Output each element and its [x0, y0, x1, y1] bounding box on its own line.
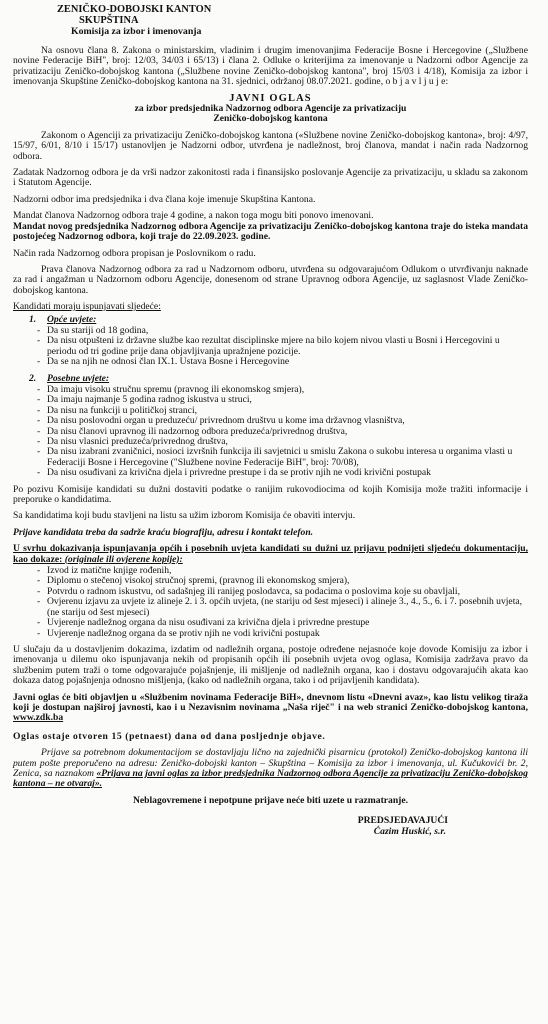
list-item: - Izvod iz matične knjige rođenih, — [37, 566, 528, 576]
special-conditions-title: Posebne uvjete: — [47, 372, 110, 384]
list-item: - Da se na njih ne odnosi član IX.1. Ustava Bosne i Hercegovine — [37, 357, 528, 367]
general-conditions-label — [29, 315, 528, 325]
send-text: Prijave sa potrebnom dokumentacijom se dostavljaju lično na zajednički pisarnicu (protokol) Zeničko-dobojskog kantona ili putem pošte preporučeno na adresu: Zeničko-dobojski kanton – Skupština – Komisija za izbor i imenovanja, ul. Kučukovići br. 2, Zenica, sa naznakom — [13, 747, 528, 779]
list-item: - Ovjerenu izjavu za uvjete iz alineje 2. i 3. općih uvjeta, (ne stariju od šest mjeseci) i alineje 3., 4., 5., 6. i 7. posebnih uvjeta, (ne stariju od šest mjeseci) — [37, 597, 528, 618]
send-mark: «Prijava na javni oglas za izbor predsjednika Nadzornog odbora Agencije za privatizaciju Zeničko-dobojskog kantona – ne otvaraj». — [13, 767, 528, 790]
mandate-bold-paragraph: Mandat novog predsjednika Nadzornog odbora Agencije za privatizaciju Zeničko-dobojskog kantona traje do isteka mandata postojećeg Nadzornog odbora, koji traje do 22.09.2023. godine. — [13, 220, 528, 243]
special-conditions-label — [29, 374, 528, 384]
list-item: - Da nisu osuđivani za krivična djela i privredne prestupe i da se protiv njih ne vodi krivični postupak — [37, 468, 528, 478]
list-item: - Da nisu vlasnici preduzeća/privrednog društva, — [37, 437, 528, 447]
ad-subtitle-line-1: za izbor predsjednika Nadzornog odbora Agencije za privatizaciju — [134, 103, 407, 115]
law-paragraph: Zakonom o Agenciji za privatizaciju Zeničko-dobojskog kantona («Službene novine Zeničko-dobojskog kantona», broj: 4/97, 15/97, 6/01, 8/10 i 15/17) ustanovljen je Nadzorni odbor, utvrđena je nadležnost, broj članova, mandat i način rada Nadzornog odbora. — [13, 129, 528, 162]
intro-paragraph: Na osnovu člana 8. Zakona o ministarskim, vladinim i drugim imenovanjima Federacije Bosne i Hercegovine („Službene novine Federacije BiH", broj: 12/03, 34/03 i 65/13) i člana 2. Odluke o kriterijima za imenovanje u Nadzorni odbor Agencije za privatizaciju Zeničko-dobojskog kantona („Službene novine Zeničko-dobojskog kantona", broj 15/03 i 4/18), Komisija za izbor i imenovanja Skupštine Zeničko-dobojskog kantona na 31. sjednici, održanoj 08.07.2021. godine, o b j a v l j u j e: — [13, 45, 528, 88]
list-item: - Uvjerenje nadležnog organa da nisu osuđivani za krivična djela i privredne prestupe — [37, 618, 528, 628]
publish-paragraph — [13, 693, 528, 724]
list-item: - Da su stariji od 18 godina, — [37, 326, 528, 336]
application-paragraph: Prijave kandidata treba da sadrže kraću biografiju, adresu i kontakt telefon. — [13, 526, 314, 538]
docs-note: (originale ili ovjerene kopije): — [64, 553, 183, 565]
publish-url-link[interactable]: www.zdk.ba — [13, 712, 64, 724]
rules-paragraph: Način rada Nadzornog odbora propisan je Poslovnikom o radu. — [13, 247, 256, 259]
ad-subtitle — [13, 104, 528, 125]
publish-text: Javni oglas će biti objavljen u «Službenim novinama Federacije BiH», dnevnom listu «Dnevni avaz», kao listu velikog tiraža koji je dostupan najširoj javnosti, kao i u Nezavisnim novinama „Naša riječ" i na web stranici Zeničko-dobojskog kantona, — [13, 691, 528, 713]
mandate-paragraph: Mandat članova Nadzornog odbora traje 4 godine, a nakon toga mogu biti ponovo imenovani. — [13, 210, 374, 222]
list-item: - Da nisu izabrani zvaničnici, nosioci izvršnih funkcija ili savjetnici u smislu Zakona o sukobu interesa u organima vlasti u Federaciji Bosne i Hercegovine ("Službene novine Federacije BiH", broj: 70/08), — [37, 447, 528, 468]
document-header — [57, 4, 528, 37]
ad-subtitle-line-2: Zeničko-dobojskog kantona — [213, 113, 328, 125]
list-item: - Da nisu poslovodni organ u preduzeću/ privrednom društvu u kome ima državnog vlasništva, — [37, 416, 528, 426]
general-conditions-list — [37, 326, 528, 368]
list-item: - Da imaju najmanje 5 godina radnog iskustva u struci, — [37, 395, 528, 405]
list-item: - Da nisu na funkciji u političkoj stranci, — [37, 406, 528, 416]
list-item: - Diplomu o stečenoj visokoj stručnoj spremi, (pravnog ili ekonomskog smjera), — [37, 576, 528, 586]
special-conditions-number: 2. — [29, 372, 37, 384]
signature-role: PREDSJEDAVAJUĆI — [357, 815, 448, 827]
list-item: - Da nisu otpušteni iz državne službe kao rezultat disciplinske mjere na bilo kojem nivou vlasti u Bosni i Hercegovini u periodu od tri godine prije dana objavljivanja upražnjene pozicije. — [37, 336, 528, 357]
clarification-paragraph: U slučaju da u dostavljenim dokazima, izdatim od nadležnih organa, postoje određene nejasnoće koje dovode Komisiju za izbor i imenovanja u dilemu oko ispunjavanja nekih od propisanih općih ili posebnih uvjeta ovog oglasa, Komisija zadržava pravo da službenim putem traži o tome odgovarajuće pojašnjenje, ili mišljenje od nadležnih organa, kao i dostavu odgovarajućih akata kao dokaza datog pojašnjenja odnosno mišljenja, (kako od nadležnih organa, tako i od prijavljenih kandidata). — [13, 643, 528, 687]
members-paragraph: Nadzorni odbor ima predsjednika i dva člana koje imenuje Skupština Kantona. — [13, 193, 316, 205]
header-commission: Komisija za izbor i imenovanja — [71, 26, 202, 37]
header-assembly: SKUPŠTINA — [79, 15, 139, 26]
list-item: - Uvjerenje nadležnog organa da se protiv njih ne vodi krivični postupak — [37, 629, 528, 639]
docs-heading-text: U svrhu dokazivanja ispunjavanja općih i posebnih uvjeta kandidati su dužni uz prijavu podnijeti sljedeću dokumentaciju, kao dokaze: — [13, 543, 528, 565]
request-paragraph: Po pozivu Komisije kandidati su dužni dostaviti podatke o ranijim rukovodiocima od kojih Komisija može tražiti informacije i preporuke o kandidatima. — [13, 483, 528, 506]
general-conditions-title: Opće uvjete: — [47, 313, 97, 325]
header-org: ZENIČKO-DOBOJSKI KANTON — [57, 4, 212, 15]
general-conditions-number: 1. — [29, 313, 37, 325]
ad-title: JAVNI OGLAS — [229, 92, 312, 104]
task-paragraph: Zadatak Nadzornog odbora je da vrši nadzor zakonitosti rada i finansijsko poslovanje Agencije za privatizaciju, u skladu sa zakonom i Statutom Agencije. — [13, 167, 528, 189]
docs-list — [37, 566, 528, 639]
list-item: - Da imaju visoku stručnu spremu (pravnog ili ekonomskog smjera), — [37, 385, 528, 395]
open-paragraph: Oglas ostaje otvoren 15 (petnaest) dana od dana posljednje objave. — [13, 730, 326, 742]
list-item: - Da nisu članovi upravnog ili nadzornog odbora preduzeća/privrednog društva, — [37, 427, 528, 437]
list-item: - Potvrdu o radnom iskustvu, od sadašnjeg ili ranijeg poslodavca, sa podacima o poslovima koje su obavljali, — [37, 587, 528, 597]
interview-paragraph: Sa kandidatima koji budu stavljeni na listu sa užim izborom Komisija će obaviti intervju. — [13, 510, 356, 522]
docs-heading — [13, 544, 528, 565]
conditions-heading: Kandidati moraju ispunjavati sljedeće: — [13, 301, 161, 313]
rights-paragraph: Prava članova Nadzornog odbora za rad u Nadzornom odboru, utvrđena su odgovarajućom Odlukom o utvrđivanju naknade za rad i angažman u Nadzornom odboru Agencije, donesenom od strane Upravnog odbora Agencije, uz saglasnost Vlade Zeničko-dobojskog kantona. — [13, 263, 528, 296]
send-paragraph — [13, 748, 528, 790]
late-paragraph: Neblagovremene i nepotpune prijave neće biti uzete u razmatranje. — [132, 794, 409, 806]
signature-name: Ćazim Huskić, s.r. — [373, 825, 446, 837]
special-conditions-list — [37, 385, 528, 479]
